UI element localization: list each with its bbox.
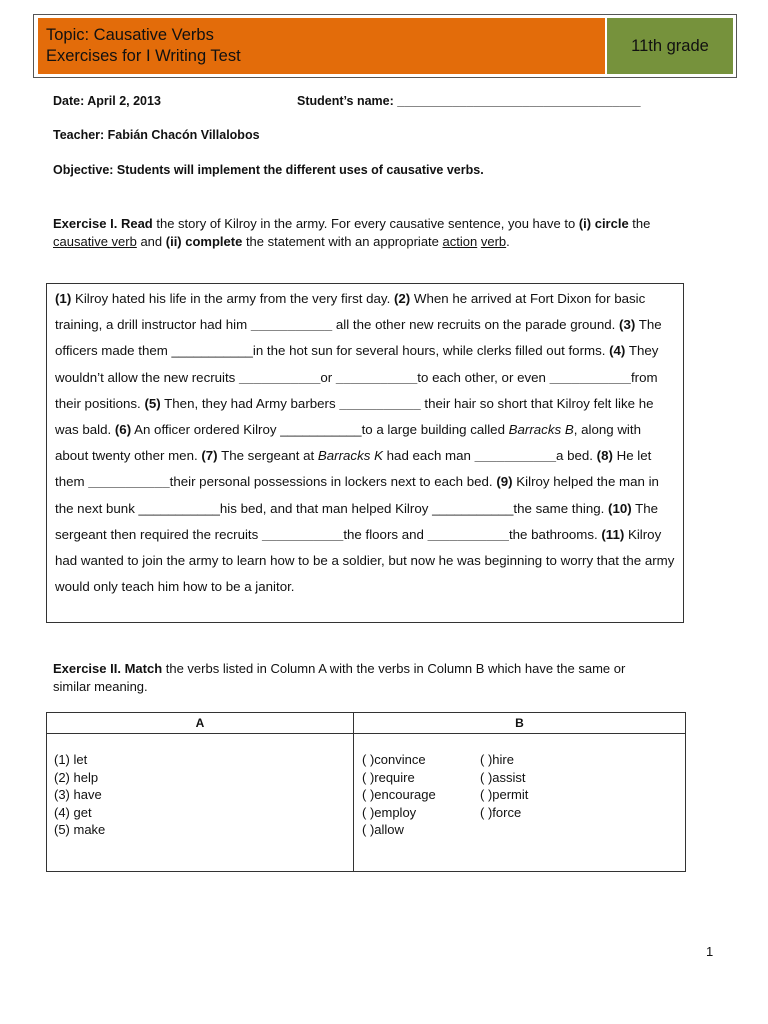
story-segment: their personal possessions in lockers next to each bed. [169, 474, 497, 490]
story-segment: The sergeant at [217, 448, 318, 464]
answer-blank[interactable]: ___________ [432, 500, 514, 516]
story-segment: He let them [55, 448, 652, 490]
story-segment: had each man [382, 448, 475, 464]
story-segment: in the hot sun for several hours, while clerks filled out forms. [252, 343, 610, 359]
column-a-item: (3) have [54, 787, 102, 802]
sentence-number: (2) [393, 291, 411, 306]
answer-blank[interactable]: ___________ [474, 448, 556, 464]
exercise2-instructions [53, 660, 653, 696]
answer-blank[interactable]: ___________ [335, 369, 418, 385]
sentence-number: (1) [55, 291, 72, 306]
instruction-text: the statement with an appropriate [242, 234, 443, 249]
instruction-text: the story of Kilroy in the army. For every causative sentence, you have to [152, 216, 579, 231]
story-segment: or [320, 369, 336, 385]
barracks-name: Barracks B [508, 422, 574, 438]
story-text [47, 284, 683, 600]
column-b-item[interactable]: ( )allow [362, 822, 404, 837]
sentence-number: (6) [114, 422, 132, 438]
story-segment: the floors and [343, 526, 428, 542]
instruction-text: the [628, 216, 651, 231]
date-line: Date: April 2, 2013 [53, 94, 161, 108]
circle-word: (i) circle [578, 216, 629, 231]
story-segment: , along with about twenty other men. [55, 422, 641, 464]
topic-banner [38, 18, 605, 74]
story-segment: Then, they had Army barbers [160, 395, 340, 411]
column-a-item: (4) get [54, 804, 92, 820]
story-segment: They wouldn’t allow the new recruits [55, 343, 659, 385]
answer-blank[interactable]: ___________ [239, 369, 321, 385]
story-segment: Kilroy hated his life in the army from the very first day. [71, 291, 394, 306]
sentence-number: (11) [601, 526, 625, 542]
instruction-text: . [506, 234, 510, 249]
column-b-item[interactable]: ( )require [362, 769, 415, 785]
story-segment: When he arrived at Fort Dixon for basic training, a drill instructor had him [55, 291, 646, 333]
complete-word: (ii) complete [165, 234, 243, 249]
instruction-text: and [136, 234, 166, 249]
column-b-item[interactable]: ( )assist [480, 769, 526, 785]
barracks-name: Barracks K [317, 448, 383, 464]
answer-blank[interactable]: ___________ [280, 422, 362, 438]
exercise1-label: Exercise I. [53, 216, 118, 231]
story-segment: The sergeant then required the recruits [55, 500, 659, 542]
answer-blank[interactable]: ___________ [88, 474, 170, 490]
objective-line: Objective: Students will implement the different uses of causative verbs. [53, 163, 484, 177]
topic-subtitle: Exercises for I Writing Test [46, 47, 241, 65]
story-segment: the same thing. [513, 500, 609, 516]
action-term: action [442, 234, 478, 249]
story-segment: Kilroy helped the man in the next bunk [55, 474, 659, 516]
story-segment: a bed. [555, 448, 597, 464]
answer-blank[interactable]: ___________ [549, 369, 631, 385]
sentence-number: (8) [596, 448, 613, 464]
story-segment: his bed, and that man helped Kilroy [219, 500, 433, 516]
column-a-item: (2) help [54, 769, 99, 785]
causative-verb-term: causative verb [53, 234, 137, 249]
column-b-header: B [354, 713, 686, 734]
answer-blank[interactable]: ___________ [261, 526, 344, 542]
sentence-number: (4) [609, 343, 626, 359]
story-box [46, 283, 684, 623]
answer-blank[interactable]: ___________ [138, 500, 220, 516]
answer-blank[interactable]: ___________ [250, 317, 333, 333]
sentence-number: (3) [619, 317, 636, 333]
sentence-number: (7) [201, 448, 218, 464]
teacher-line: Teacher: Fabián Chacón Villalobos [53, 128, 260, 142]
column-a-header: A [47, 713, 354, 734]
exercise2-label: Exercise II. [53, 661, 121, 676]
column-a-item: (5) make [54, 822, 106, 837]
column-a-cell [47, 734, 354, 872]
story-segment: Kilroy had wanted to join the army to learn how to be a soldier, but now he was beginning to worry that the army would only teach him how to be a janitor. [55, 526, 675, 595]
match-word: Match [124, 661, 163, 676]
sentence-number: (9) [496, 474, 513, 490]
grade-badge: 11th grade [605, 18, 733, 74]
verb-term: verb [480, 234, 507, 249]
column-b-item[interactable]: ( )employ [362, 804, 417, 820]
story-segment: An officer ordered Kilroy [131, 422, 281, 438]
story-segment: from their positions. [55, 369, 658, 411]
column-b-item[interactable]: ( )permit [480, 787, 529, 802]
story-segment: to a large building called [361, 422, 509, 438]
column-b-item[interactable]: ( )convince [362, 752, 426, 767]
sentence-number: (10) [608, 500, 632, 516]
student-name-field: Student’s name: ___________________________________ [297, 94, 641, 108]
topic-title: Topic: Causative Verbs [46, 26, 214, 44]
answer-blank[interactable]: ___________ [339, 395, 421, 411]
instruction-text: the verbs listed in Column A with the verbs in Column B which have the same or similar meaning. [53, 661, 626, 694]
story-segment: their hair so short that Kilroy felt like he was bald. [55, 395, 654, 438]
answer-blank[interactable]: ___________ [427, 526, 509, 542]
story-segment: The officers made them [55, 317, 662, 359]
column-b-item[interactable]: ( )hire [480, 752, 514, 767]
read-word: Read [120, 216, 153, 231]
story-segment: to each other, or even [417, 369, 550, 385]
sentence-number: (5) [144, 395, 161, 411]
column-b-item[interactable]: ( )encourage [362, 787, 436, 802]
column-a-item: (1) let [54, 752, 88, 767]
story-segment: the bathrooms. [508, 526, 602, 542]
exercise1-instructions [53, 215, 653, 251]
column-b-cell [354, 734, 686, 872]
matching-table [46, 712, 686, 872]
story-segment: all the other new recruits on the parade ground. [332, 317, 620, 333]
page-number: 1 [706, 944, 714, 959]
header-box [33, 14, 737, 78]
column-b-item[interactable]: ( )force [480, 804, 522, 820]
answer-blank[interactable]: ___________ [171, 343, 253, 359]
